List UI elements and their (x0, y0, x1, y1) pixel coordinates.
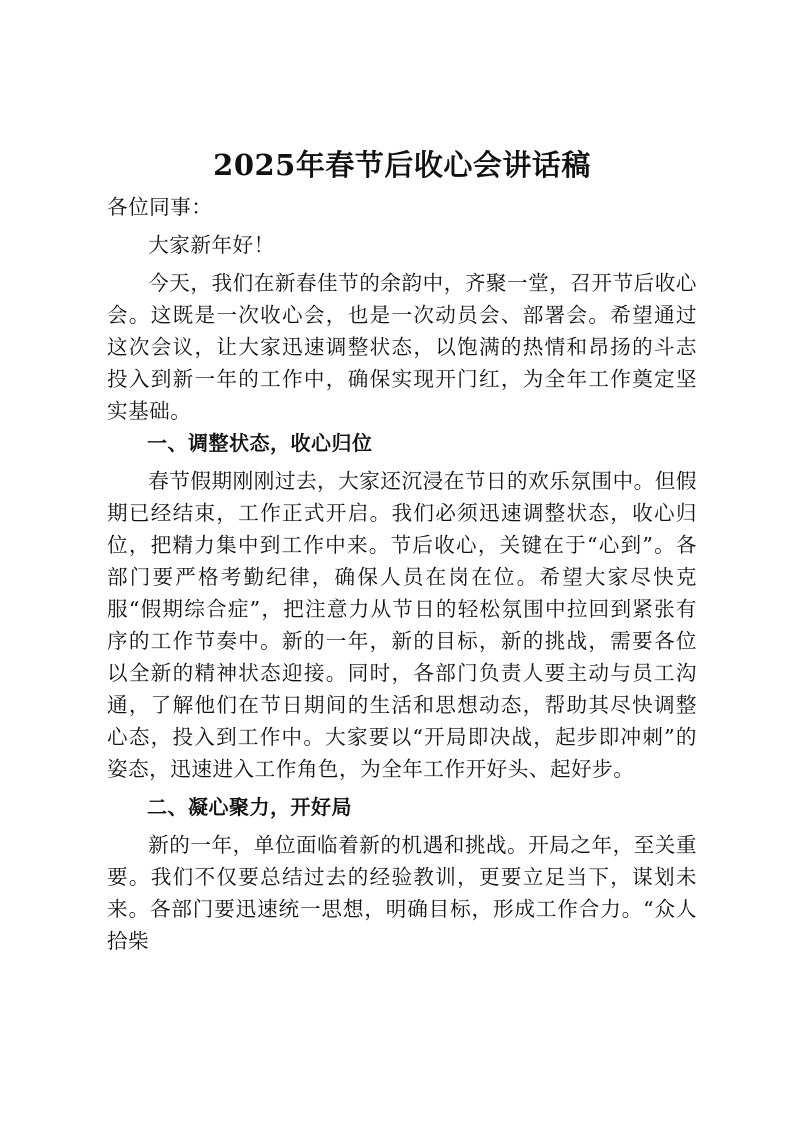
greeting-paragraph: 大家新年好！ (148, 233, 275, 257)
section-body-2: 新的一年，单位面临着新的机遇和挑战。开局之年，至关重要。我们不仅要总结过去的经验教训，更要立足当下，谋划未来。各部门要迅速统一思想，明确目标，形成工作合力。“众人拾柴 (107, 833, 697, 953)
document-body (107, 143, 697, 957)
section-heading-2: 二、凝心聚力，开好局 (147, 795, 352, 819)
section-heading-1: 一、调整状态，收心归位 (147, 431, 373, 455)
intro-paragraph: 今天，我们在新春佳节的余韵中，齐聚一堂，召开节后收心会。这既是一次收心会，也是一次动员会、部署会。希望通过这次会议，让大家迅速调整状态，以饱满的热情和昂扬的斗志投入到新一年的工作中，确保实现开门红，为全年工作奠定坚实基础。 (107, 271, 697, 423)
salutation: 各位同事： (107, 195, 213, 219)
section-body-1: 春节假期刚刚过去，大家还沉浸在节日的欢乐氛围中。但假期已经结束，工作正式开启。我们必须迅速调整状态，收心归位，把精力集中到工作中来。节后收心，关键在于“心到”。各部门要严格考勤纪律，确保人员在岗在位。希望大家尽快克服“假期综合症”，把注意力从节日的轻松氛围中拉回到紧张有序的工作节奏中。新的一年，新的目标，新的挑战，需要各位以全新的精神状态迎接。同时，各部门负责人要主动与员工沟通，了解他们在节日期间的生活和思想动态，帮助其尽快调整心态，投入到工作中。大家要以“开局即决战，起步即冲刺”的姿态，迅速进入工作角色，为全年工作开好头、起好步。 (107, 469, 697, 781)
page-title: 2025年春节后收心会讲话稿 (213, 148, 591, 182)
